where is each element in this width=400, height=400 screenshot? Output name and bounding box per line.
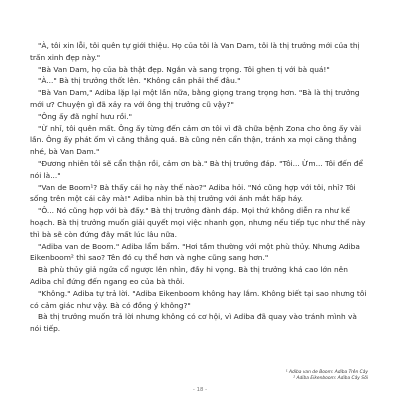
footnote: ² Adiba Eikenboom: Adiba Cây Sồi [293, 376, 368, 381]
page-body [30, 40, 367, 335]
paragraph: "Bà Van Dam, họ của bà thật đẹp. Ngắn và sang trọng. Tôi ghen tị với bà quá!" [38, 64, 330, 74]
footnote: ¹ Adiba van de Boom: Adiba Trên Cây [285, 370, 368, 375]
paragraph: "Adiba van de Boom." Adiba lẩm bẩm. "Hơi tầm thường với một phù thủy. Nhưng Adiba Eikenboom² thì sao? Tên đó cụ thể hơn và nghe cũng sang hơn." [30, 241, 360, 263]
paragraph: "Không." Adiba tự trả lời. "Adiba Eikenboom không hay lắm. Không biết tại sao nhưng tôi có cảm giác như vậy. Bà có đồng ý không?" [30, 288, 367, 310]
paragraph: "Đương nhiên tôi sẽ cẩn thận rồi, cảm ơn bà." Bà thị trưởng đáp. "Tôi... Ừm... Tôi đến để nói là..." [30, 158, 363, 180]
paragraph: Bà thị trưởng muốn trả lời nhưng không có cơ hội, vì Adiba đã quay vào tránh mình và nói tiếp. [30, 312, 357, 334]
page-number: - 18 - [192, 387, 208, 393]
paragraph: "Ông ấy đã nghỉ hưu rồi." [38, 111, 132, 121]
footnotes [286, 370, 368, 382]
paragraph: "Ô... Nó cũng hợp với bà đấy." Bà thị trưởng đành đáp. Mọi thứ không diễn ra như kế hoạch. Bà thị trưởng muốn giải quyết mọi việc nhanh gọn, nhưng nếu tiếp tục như thế này thì bà sẽ còn đứng đây mất lúc lâu nữa. [30, 206, 366, 239]
paragraph: "À, tôi xin lỗi, tôi quên tự giới thiệu. Họ của tôi là Van Dam, tôi là thị trưởng mới của thị trấn xinh đẹp này." [30, 41, 360, 62]
paragraph: "Bà Van Dam," Adiba lặp lại một lần nữa, bằng giọng trang trọng hơn. "Bà là thị trưởng mới ư? Chuyện gì đã xảy ra với ông thị trưởng cũ vậy?" [30, 88, 360, 109]
paragraph: Bà phù thủy giả ngửa cổ ngược lên nhìn, đầy hi vọng. Bà thị trưởng khá cao lớn nên Adiba chỉ đứng đến ngang eo của bà thôi. [30, 265, 348, 286]
paragraph: "Van de Boom¹? Bà thấy cái họ này thế nào?" Adiba hỏi. "Nó cũng hợp với tôi, nhỉ? Tôi sống trên một cái cây mà!" Adiba nhìn bà thị trưởng với ánh mắt hấp háy. [30, 182, 356, 204]
paragraph: "À..." Bà thị trưởng thốt lên. "Không cần phải thế đâu." [38, 76, 241, 86]
paragraph: "Ừ nhỉ, tôi quên mất. Ông ấy từng đến cảm ơn tôi vì đã chữa bệnh Zona cho ông ấy vài lần. Ông ấy phát ốm vì căng thẳng quá. Bà cũng nên cẩn thận, tránh xa mọi căng thẳng nhé, bà Van Dam." [30, 123, 362, 157]
